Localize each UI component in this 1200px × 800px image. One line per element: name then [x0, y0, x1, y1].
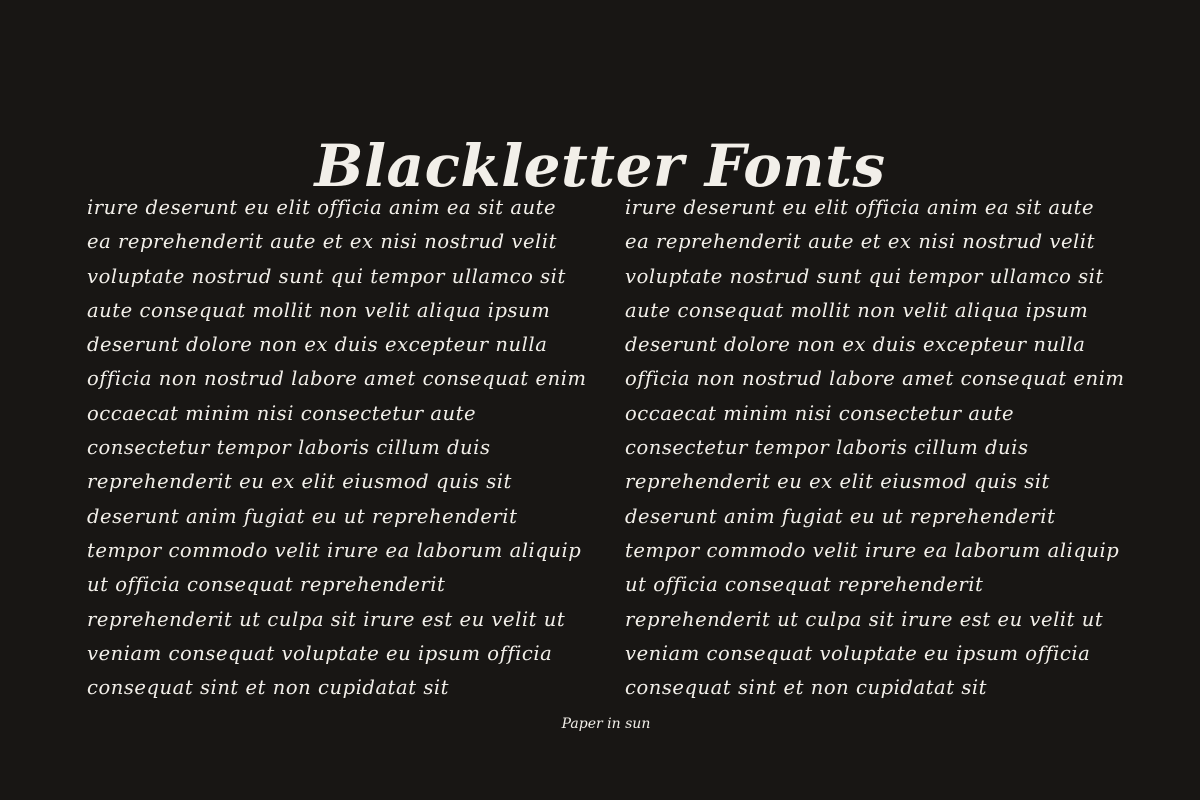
text-column-right [625, 191, 1125, 705]
text-line: reprehenderit eu ex elit eiusmod quis sit [625, 470, 1050, 494]
text-line: irure deserunt eu elit officia anim ea sit aute [625, 196, 1095, 219]
text-line: ut officia consequat reprehenderit [625, 573, 984, 597]
text-line: reprehenderit ut culpa sit irure est eu velit ut [87, 607, 566, 631]
text-line: tempor commodo velit irure ea laborum aliquip [625, 538, 1120, 562]
text-line: occaecat minim nisi consectetur aute [87, 401, 477, 425]
text-line: reprehenderit eu ex elit eiusmod quis sit [87, 470, 512, 494]
text-line: occaecat minim nisi consectetur aute [625, 401, 1015, 425]
text-line: consequat sint et non cupidatat sit [87, 676, 450, 700]
text-line: deserunt dolore non ex duis excepteur nulla [625, 333, 1086, 357]
caption: Paper in sun [561, 716, 651, 732]
text-line: reprehenderit ut culpa sit irure est eu velit ut [625, 607, 1104, 631]
text-line: veniam consequat voluptate eu ipsum officia [625, 641, 1091, 665]
page-title: Blackletter Fonts [314, 131, 886, 200]
text-line: aute consequat mollit non velit aliqua ipsum [87, 298, 551, 322]
text-line: officia non nostrud labore amet consequat enim [625, 367, 1125, 391]
text-column-left [87, 191, 587, 705]
text-line: consectetur tempor laboris cillum duis [87, 436, 491, 460]
text-line: consequat sint et non cupidatat sit [625, 676, 988, 700]
text-line: deserunt anim fugiat eu ut reprehenderit [87, 504, 518, 528]
text-line: veniam consequat voluptate eu ipsum officia [87, 641, 553, 665]
text-line: ut officia consequat reprehenderit [87, 573, 446, 597]
text-line: tempor commodo velit irure ea laborum aliquip [87, 538, 582, 562]
text-line: officia non nostrud labore amet consequat enim [87, 367, 587, 391]
text-line: ea reprehenderit aute et ex nisi nostrud velit [625, 230, 1096, 254]
text-line: aute consequat mollit non velit aliqua ipsum [625, 298, 1089, 322]
text-line: voluptate nostrud sunt qui tempor ullamco sit [625, 264, 1104, 288]
text-line: consectetur tempor laboris cillum duis [625, 436, 1029, 460]
text-line: irure deserunt eu elit officia anim ea sit aute [87, 196, 557, 219]
text-line: ea reprehenderit aute et ex nisi nostrud velit [87, 230, 558, 254]
text-line: deserunt anim fugiat eu ut reprehenderit [625, 504, 1056, 528]
text-line: voluptate nostrud sunt qui tempor ullamco sit [87, 264, 566, 288]
text-line: deserunt dolore non ex duis excepteur nulla [87, 333, 548, 357]
